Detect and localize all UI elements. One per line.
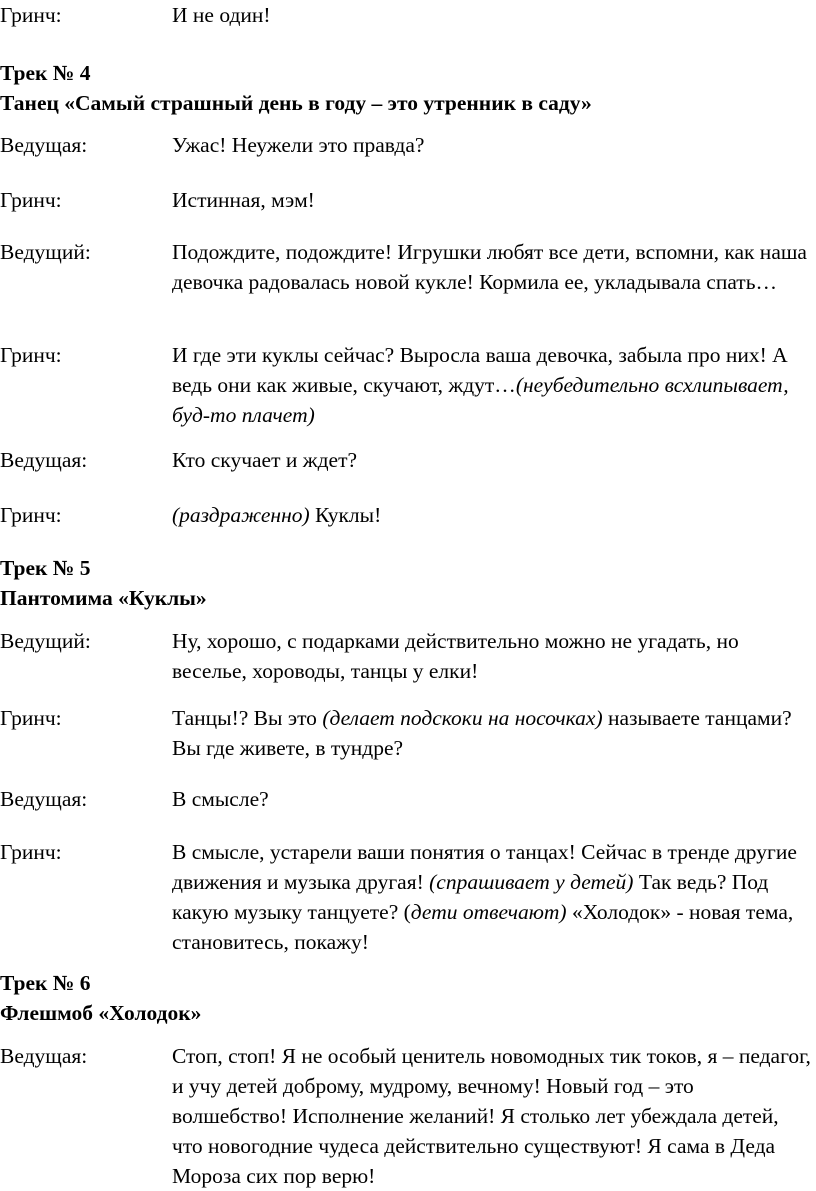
speech-fragment: Ужас! Неужели это правда?: [172, 133, 425, 157]
stage-direction: дети отвечают): [410, 900, 567, 924]
stage-direction: (делает подскоки на носочках): [322, 706, 603, 730]
speech-fragment: Куклы!: [309, 503, 382, 527]
speaker-name: Гринч:: [0, 188, 62, 212]
speaker-name: Ведущая:: [0, 1044, 88, 1068]
stage-direction: (спрашивает у детей): [429, 870, 634, 894]
track-title: Танец «Самый страшный день в году – это утренник в саду»: [0, 91, 592, 115]
speaker-name: Гринч:: [0, 503, 62, 527]
speech-fragment: В смысле?: [172, 787, 269, 811]
speech-fragment: И где эти куклы сейчас? Выросла ваша девочка, забыла про них! А ведь они как живые, скучают, ждут…: [172, 343, 788, 397]
speech-fragment: Подождите, подождите! Игрушки любят все дети, вспомни, как наша девочка радовалась новой кукле! Кормила ее, укладывала спать…: [172, 240, 807, 294]
speaker-name: Гринч:: [0, 343, 62, 367]
speaker-name: Ведущая:: [0, 787, 88, 811]
speech-text: [172, 784, 812, 814]
speech-fragment: «Холодок» - новая тема, становитесь, покажу!: [172, 900, 794, 954]
speaker-name: Гринч:: [0, 840, 62, 864]
track-number: Трек № 6: [0, 971, 91, 995]
speech-fragment: Кто скучает и ждет?: [172, 448, 358, 472]
stage-direction: (раздраженно): [172, 503, 310, 527]
speech-text: [172, 626, 812, 686]
speaker-name: Ведущая:: [0, 133, 88, 157]
speech-text: [172, 237, 812, 297]
speaker-name: Ведущий:: [0, 240, 91, 264]
speech-text: [172, 445, 812, 475]
stage-direction: (неубедительно всхлипывает, буд-то плачет): [172, 373, 789, 427]
track-title: Флешмоб «Холодок»: [0, 1001, 202, 1025]
speech-fragment: В смысле, устарели ваши понятия о танцах! Сейчас в тренде другие движения и музыка другая!: [172, 840, 797, 894]
speech-text: [172, 130, 812, 160]
speech-text: [172, 340, 812, 430]
speech-text: [172, 1041, 812, 1191]
speech-fragment: Так ведь? Под какую музыку танцуете? (: [172, 870, 769, 924]
speech-fragment: Ну, хорошо, с подарками действительно можно не угадать, но веселье, хороводы, танцы у елки!: [172, 629, 739, 683]
track-number: Трек № 4: [0, 61, 91, 85]
speaker-name: Гринч:: [0, 3, 62, 27]
speech-fragment: Стоп, стоп! Я не особый ценитель новомодных тик токов, я – педагог, и учу детей доброму, мудрому, вечному! Новый год – это волшебство! Исполнение желаний! Я столько лет убеждала детей, что новогодние чудеса действительно существуют! Я сама в Деда Мороза сих пор верю!: [172, 1044, 811, 1188]
speech-text: [172, 500, 812, 530]
speech-fragment: Истинная, мэм!: [172, 188, 315, 212]
speech-text: [172, 0, 812, 30]
speech-text: [172, 837, 812, 957]
track-number: Трек № 5: [0, 556, 91, 580]
speech-fragment: И не один!: [172, 3, 271, 27]
speaker-name: Гринч:: [0, 706, 62, 730]
speech-text: [172, 185, 812, 215]
speech-text: [172, 703, 812, 763]
speech-fragment: называете танцами? Вы где живете, в тундре?: [172, 706, 792, 760]
speaker-name: Ведущая:: [0, 448, 88, 472]
speech-fragment: Танцы!? Вы это: [172, 706, 323, 730]
speaker-name: Ведущий:: [0, 629, 91, 653]
track-title: Пантомима «Куклы»: [0, 586, 207, 610]
